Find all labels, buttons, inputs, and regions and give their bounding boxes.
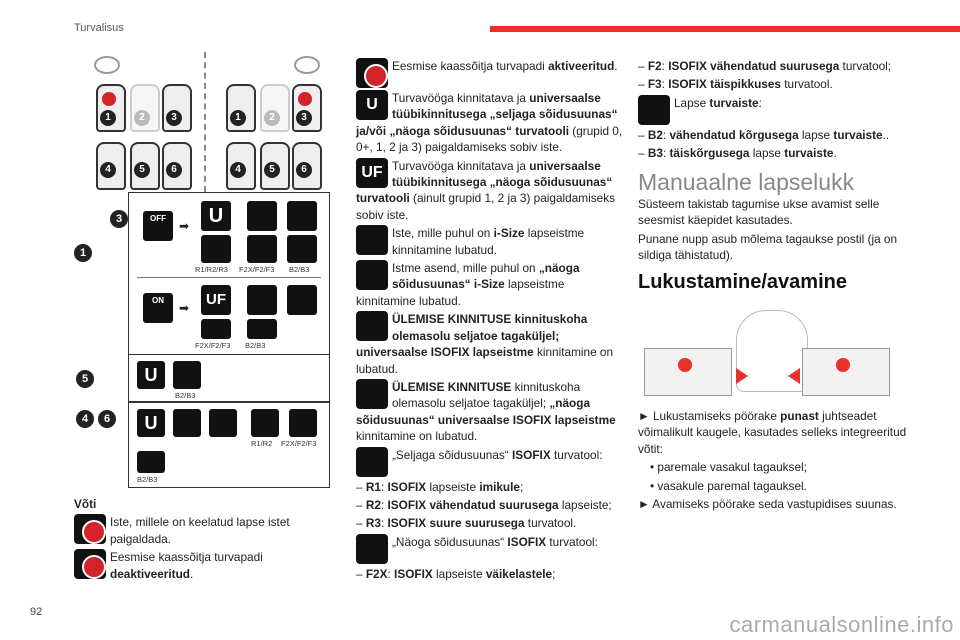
text: kinnitamine on lubatud. <box>356 429 478 444</box>
forbidden-icon <box>102 92 116 106</box>
divider <box>137 277 321 278</box>
text: : <box>380 516 388 531</box>
universal-icon: U <box>201 201 231 231</box>
text: – <box>356 479 366 494</box>
text: (grupid 0, 0+, 1, 2 ja 3) paigaldamiseks sobiv iste. <box>356 123 623 155</box>
text: : <box>662 127 670 142</box>
position-marker: 3 <box>110 210 128 228</box>
text-bold: turvaiste <box>784 146 834 161</box>
text: lapseistme kinnitamine lubatud. <box>356 277 565 308</box>
header-accent-bar <box>490 26 960 32</box>
text: . <box>614 59 618 73</box>
text-bold: ÜLEMISE KINNITUSE kinnituskoha olemasolu seljatoe tagaküljel; universaalse ISOFIX lapseistme <box>356 312 588 360</box>
airbag-on-icon <box>356 58 388 88</box>
middle-column <box>356 58 624 584</box>
text: Turvavööga kinnitatava ja <box>392 91 530 105</box>
position-marker: 1 <box>74 244 92 262</box>
text-bold: ISOFIX <box>512 447 551 462</box>
top-tether-icon <box>209 409 237 437</box>
key-text: Eesmise kaassõitja turvapadi <box>110 550 263 565</box>
text-bold: aktiveeritud <box>548 59 615 73</box>
text: turvatool; <box>839 59 892 73</box>
forward-facing-seat-icon <box>356 534 388 564</box>
text: Turvavööga kinnitatava ja <box>392 158 530 173</box>
text: – <box>638 127 648 142</box>
text-bold: ISOFIX <box>387 479 427 494</box>
front-seat-panel <box>128 192 330 356</box>
text-bold: B3 <box>647 146 663 161</box>
text: lapse <box>798 127 834 142</box>
text: lapseiste <box>426 479 480 494</box>
text: Lapse <box>674 95 710 110</box>
text-bold: täiskõrgusega <box>669 146 750 161</box>
size-label: B2/B3 <box>289 265 310 274</box>
key-heading: Võti <box>74 497 97 511</box>
text-bold: F3 <box>647 77 662 92</box>
size-label: B2/B3 <box>137 475 158 484</box>
text: ; <box>552 566 556 581</box>
text-bold: i-Size <box>493 226 525 241</box>
text-bold: R1 <box>365 479 381 494</box>
text: : <box>661 77 669 92</box>
section-heading: Lukustamine/avamine <box>638 270 847 293</box>
airbag-on-icon <box>143 293 173 323</box>
seat-number: 5 <box>264 162 280 178</box>
text: – <box>356 497 366 512</box>
text: ► Lukustamiseks pöörake <box>638 409 781 423</box>
text-bold: F2 <box>647 59 662 73</box>
paragraph: Süsteem takistab tagumise ukse avamist selle seesmist käepidet kasutades. <box>638 197 880 228</box>
text: : <box>661 59 669 73</box>
text: – <box>638 146 648 161</box>
steering-wheel-icon <box>294 56 320 74</box>
text-bold: ISOFIX vähendatud suurusega <box>668 59 840 73</box>
seat-number: 3 <box>296 110 312 126</box>
header-title: Turvalisus <box>74 22 124 34</box>
forward-facing-seat-icon <box>201 319 231 339</box>
text-bold: R3 <box>365 516 381 531</box>
booster-seat-icon <box>287 235 317 263</box>
text: turvatool. <box>524 516 577 531</box>
text: turvatool. <box>780 77 833 92</box>
universal-icon: U <box>356 90 388 120</box>
text-bold: väikelastele <box>485 566 553 581</box>
door-detail-left <box>644 348 732 396</box>
text-bold: ISOFIX vähendatud suurusega <box>387 497 559 512</box>
seat-number: 1 <box>230 110 246 126</box>
isize-icon <box>173 409 201 437</box>
seat-number: 6 <box>166 162 182 178</box>
arrow-right-icon <box>736 368 748 384</box>
booster-seat-icon <box>173 361 201 389</box>
off-label: OFF <box>150 214 166 223</box>
text-bold: ÜLEMISE KINNITUSE <box>392 379 512 394</box>
seat-number: 4 <box>100 162 116 178</box>
size-label: F2X/F2/F3 <box>281 439 317 448</box>
forward-facing-seat-icon <box>289 409 317 437</box>
booster-seat-icon <box>247 319 277 339</box>
child-lock-illustration <box>640 306 906 398</box>
seat-number: 1 <box>100 110 116 126</box>
text: – <box>638 59 648 73</box>
text-bold: universaalse tüübikinnitusega „seljaga sõidusuunas“ ja/või „näoga sõidusuunas“ turvatooli <box>356 91 618 138</box>
text: kinnitamine on lubatud. <box>356 345 614 376</box>
steering-wheel-icon <box>94 56 120 74</box>
bullet: • paremale vasakul tagauksel; <box>650 460 807 475</box>
position-marker: 4 <box>76 410 94 428</box>
position-marker: 6 <box>98 410 116 428</box>
text: – <box>356 566 366 581</box>
text-bold: R2 <box>365 497 381 512</box>
seat-number: 5 <box>134 162 150 178</box>
size-label: F2X/F2/F3 <box>239 265 275 274</box>
text: : <box>662 146 670 161</box>
arrow-icon: ➡ <box>179 219 190 233</box>
right-column <box>638 58 910 293</box>
text: – <box>638 77 648 92</box>
paragraph: Punane nupp asub mõlema tagaukse postil (ja on sildiga tähistatud). <box>638 231 898 263</box>
text-bold: universaalse tüübikinnitusega „näoga sõidusuunas“ turvatooli <box>356 158 613 206</box>
key-section <box>74 496 336 584</box>
page-number: 92 <box>30 606 43 618</box>
text: „Näoga sõidusuunas“ <box>392 534 508 549</box>
seating-diagram <box>70 44 335 484</box>
top-tether-icon <box>287 201 317 231</box>
text: Istme asend, mille puhul on <box>392 261 539 276</box>
seat-number: 2 <box>134 110 150 126</box>
section-heading: Manuaalne lapselukk <box>638 168 855 195</box>
arrow-left-icon <box>788 368 800 384</box>
size-label: B2/B3 <box>245 341 266 350</box>
booster-seat-icon <box>638 95 670 125</box>
watermark: carmanualsonline.info <box>729 612 954 637</box>
text: Iste, mille puhul on <box>392 226 494 241</box>
key-text: . <box>190 566 194 581</box>
text: Eesmise kaassõitja turvapadi <box>392 59 549 73</box>
text: ; <box>519 479 524 494</box>
text-bold: „näoga sõidusuunas“ i-Size <box>392 261 580 292</box>
universal-icon: U <box>137 409 165 437</box>
seat5-panel <box>128 354 330 402</box>
text-bold: imikule <box>479 479 520 494</box>
text-bold: vähendatud kõrgusega <box>669 127 799 142</box>
text: : <box>387 566 395 581</box>
isize-icon <box>247 201 277 231</box>
seat46-panel <box>128 402 330 488</box>
top-tether-icon <box>356 311 388 341</box>
airbag-off-icon <box>74 549 106 579</box>
booster-seat-icon <box>137 451 165 473</box>
text-bold: ISOFIX <box>394 566 433 581</box>
text: . <box>833 146 837 161</box>
seat-number: 3 <box>166 110 182 126</box>
text-bold: ISOFIX suure suurusega <box>387 516 525 531</box>
text-bold: ISOFIX <box>507 534 547 549</box>
text: : <box>380 497 388 512</box>
text-bold: ISOFIX täispikkuses <box>668 77 781 92</box>
text-bold: punast <box>780 409 819 423</box>
size-label: R1/R2 <box>251 439 273 448</box>
text: juhtseadet võimalikult kaugele, kasutades selleks integreeritud võtit: <box>638 409 907 456</box>
isize-icon <box>356 225 388 255</box>
text: turvatool: <box>546 534 598 549</box>
universal-icon: U <box>137 361 165 389</box>
text-bold: F2X <box>365 566 388 581</box>
isize-forward-icon <box>356 260 388 290</box>
red-lock-button <box>836 358 850 372</box>
seat-number: 6 <box>296 162 312 178</box>
text: lapseiste; <box>558 497 612 512</box>
size-label: B2/B3 <box>175 391 196 400</box>
position-marker: 5 <box>76 370 94 388</box>
paragraph: ► Avamiseks pöörake seda vastupidises suunas. <box>638 497 897 512</box>
airbag-off-icon <box>143 211 173 241</box>
forward-facing-seat-icon <box>247 235 277 263</box>
forbidden-icon <box>298 92 312 106</box>
size-label: F2X/F2/F3 <box>195 341 231 350</box>
text: turvatool: <box>550 447 603 462</box>
text-bold: turvaiste <box>709 95 759 110</box>
bullet: • vasakule paremal tagauksel. <box>650 478 807 493</box>
top-tether-forward-icon <box>356 379 388 409</box>
size-label: R1/R2/R3 <box>195 265 228 274</box>
universal-forward-icon: UF <box>356 158 388 188</box>
rear-facing-seat-icon <box>201 235 231 263</box>
forbidden-icon <box>74 514 106 544</box>
seat-number: 2 <box>264 110 280 126</box>
on-label: ON <box>152 296 164 305</box>
text: lapseiste <box>432 566 486 581</box>
text: : <box>380 479 388 494</box>
divider-dash <box>204 52 206 192</box>
text: lapseistme kinnitamine lubatud. <box>392 226 585 257</box>
text-bold: „näoga sõidusuunas“ universaalse ISOFIX lapseistme <box>356 396 616 427</box>
seat-number: 4 <box>230 162 246 178</box>
text: „Seljaga sõidusuunas“ <box>392 447 513 462</box>
text-bold: turvaiste <box>833 127 883 142</box>
text: (ainult grupid 1, 2 ja 3) paigaldamiseks sobiv iste. <box>356 191 615 222</box>
rear-facing-seat-icon <box>356 447 388 477</box>
isize-forward-icon <box>247 285 277 315</box>
text: lapse <box>749 146 785 161</box>
door-detail-right <box>802 348 890 396</box>
red-lock-button <box>678 358 692 372</box>
top-tether-forward-icon <box>287 285 317 315</box>
rear-facing-seat-icon <box>251 409 279 437</box>
text-bold: B2 <box>647 127 663 142</box>
arrow-icon: ➡ <box>179 301 190 315</box>
text: .. <box>882 127 890 142</box>
lock-instructions <box>638 408 910 514</box>
text: – <box>356 516 366 531</box>
key-text-bold: deaktiveeritud <box>110 566 190 581</box>
text: kinnituskoha olemasolu seljatoe tagaküljel; <box>392 379 581 411</box>
universal-forward-icon: UF <box>201 285 231 315</box>
text: : <box>758 95 762 110</box>
key-text: Iste, millele on keelatud lapse istet paigaldada. <box>110 515 290 546</box>
